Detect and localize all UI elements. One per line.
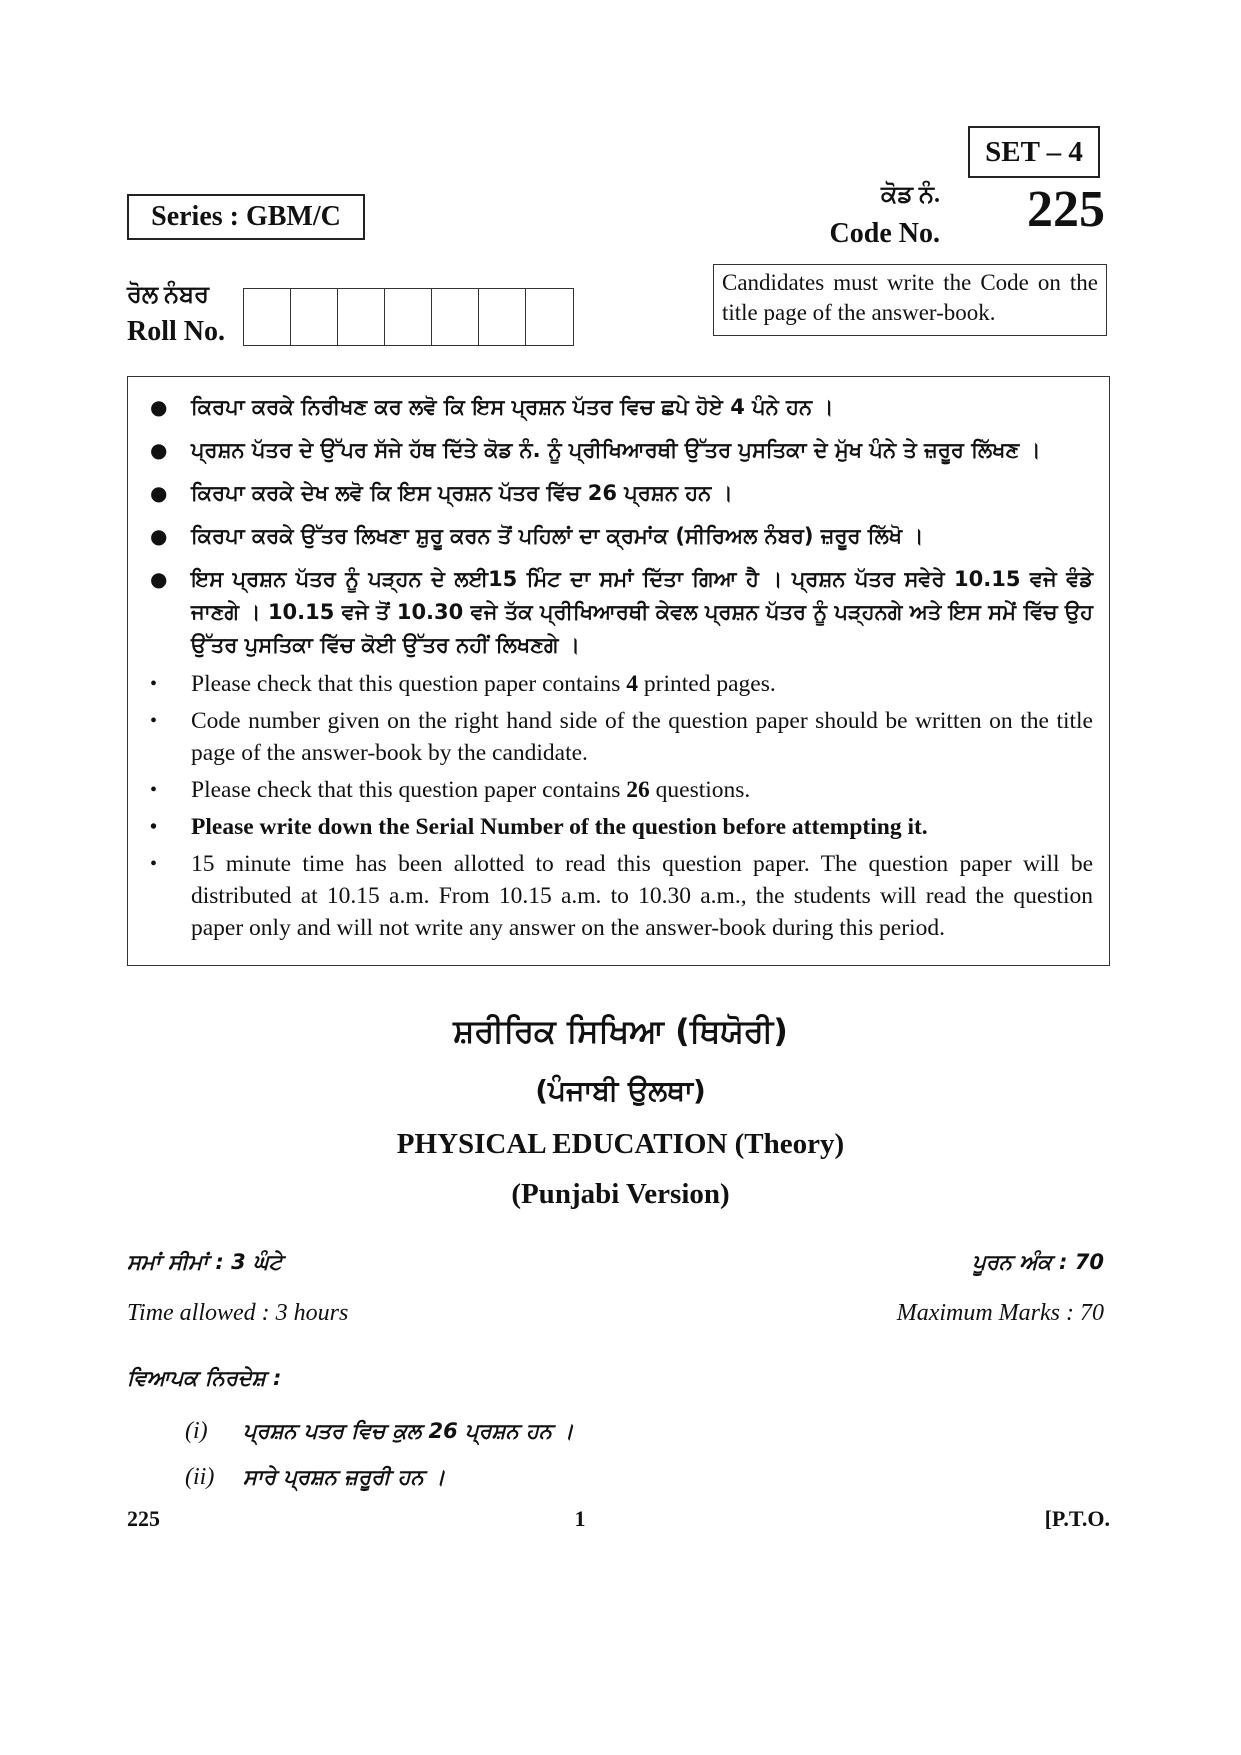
subject-title-punjabi: ਸ਼ਰੀਰਿਕ ਸਿਖਿਆ (ਥਿਯੋਰੀ) (453, 1012, 788, 1050)
version-title-punjabi: (ਪੰਜਾਬੀ ਉਲਥਾ) (535, 1074, 706, 1107)
roll-number-grid[interactable] (243, 288, 574, 346)
code-label-english: Code No. (829, 218, 940, 249)
roll-digit-cell[interactable] (244, 289, 291, 345)
roll-digit-cell[interactable] (291, 289, 338, 345)
instruction-english: • Please write down the Serial Number of the question before attempting it. (128, 811, 1109, 843)
general-instruction-item (185, 1464, 445, 1491)
instruction-punjabi: ● ਕਿਰਪਾ ਕਰਕੇ ਦੇਖ ਲਵੋ ਕਿ ਇਸ ਪ੍ਰਸ਼ਨ ਪੱਤਰ ਵਿੱਚ 26 ਪ੍ਰਸ਼ਨ ਹਨ । (128, 477, 1109, 510)
subject-title-english: PHYSICAL EDUCATION (Theory) (396, 1128, 845, 1160)
instructions-box (127, 376, 1110, 966)
pto-label: [P.T.O. (1044, 1506, 1110, 1531)
bullet-icon: • (150, 853, 158, 875)
roll-digit-cell[interactable] (526, 289, 573, 345)
time-allowed-punjabi: ਸਮਾਂ ਸੀਮਾਂ : 3 ਘੰਟੇ (127, 1250, 283, 1274)
item-text: ਸਾਰੇ ਪ੍ਰਸ਼ਨ ਜ਼ਰੂਰੀ ਹਨ । (243, 1465, 446, 1489)
instruction-punjabi: ● ਕਿਰਪਾ ਕਰਕੇ ਉੱਤਰ ਲਿਖਣਾ ਸ਼ੁਰੂ ਕਰਨ ਤੋਂ ਪਹਿਲਾਂ ਦਾ ਕ੍ਰਮਾਂਕ (ਸੀਰਿਅਲ ਨੰਬਰ) ਜ਼ਰੂਰ ਲਿੱਖੋ । (128, 520, 1109, 553)
code-number: 225 (1027, 181, 1105, 238)
item-number: (ii) (185, 1464, 215, 1490)
bullet-icon: ● (150, 481, 168, 505)
max-marks-english: Maximum Marks : 70 (896, 1300, 1104, 1326)
general-instructions-heading: ਵਿਆਪਕ ਨਿਰਦੇਸ਼ : (127, 1366, 282, 1390)
bullet-icon: ● (150, 395, 168, 419)
general-instruction-item (185, 1418, 574, 1445)
instruction-punjabi: ● ਪ੍ਰਸ਼ਨ ਪੱਤਰ ਦੇ ਉੱਪਰ ਸੱਜੇ ਹੱਥ ਦਿੱਤੇ ਕੋਡ ਨੰ. ਨੂੰ ਪ੍ਰੀਖਿਆਰਥੀ ਉੱਤਰ ਪੁਸਤਿਕਾ ਦੇ ਮੁੱਖ ਪੰਨੇ ਤੇ ਜ਼ਰੂਰ ਲਿੱਖਣ । (128, 434, 1109, 467)
roll-digit-cell[interactable] (338, 289, 385, 345)
bullet-icon: • (150, 779, 158, 801)
bullet-icon: ● (150, 567, 168, 591)
code-label-punjabi: ਕੋਡ ਨੰ. (881, 182, 940, 208)
version-title-english: (Punjabi Version) (511, 1178, 730, 1210)
item-number: (i) (185, 1418, 208, 1444)
bullet-icon: • (150, 710, 158, 732)
footer-code: 225 (127, 1506, 160, 1531)
candidate-note: Candidates must write the Code on the title page of the answer-book. (713, 264, 1107, 336)
series-label: Series : GBM/C (127, 194, 365, 240)
roll-digit-cell[interactable] (385, 289, 432, 345)
bullet-icon: ● (150, 524, 168, 548)
roll-digit-cell[interactable] (479, 289, 526, 345)
instruction-english: • Please check that this question paper contains 4 printed pages. (128, 668, 1109, 700)
bullet-icon: ● (150, 438, 168, 462)
time-allowed-english: Time allowed : 3 hours (127, 1300, 349, 1326)
item-text: ਪ੍ਰਸ਼ਨ ਪਤਰ ਵਿਚ ਕੁਲ 26 ਪ੍ਰਸ਼ਨ ਹਨ । (243, 1419, 574, 1443)
instruction-punjabi: ● ਕਿਰਪਾ ਕਰਕੇ ਨਿਰੀਖਣ ਕਰ ਲਵੋ ਕਿ ਇਸ ਪ੍ਰਸ਼ਨ ਪੱਤਰ ਵਿਚ ਛਪੇ ਹੋਏ 4 ਪੰਨੇ ਹਨ । (128, 391, 1109, 424)
roll-label-punjabi: ਰੋਲ ਨੰਬਰ (127, 282, 209, 308)
roll-label-english: Roll No. (127, 316, 225, 347)
roll-digit-cell[interactable] (432, 289, 479, 345)
page-number: 1 (574, 1506, 586, 1531)
max-marks-punjabi: ਪੂਰਨ ਅੰਕ : 70 (972, 1250, 1104, 1274)
instructions-list (128, 391, 1109, 949)
set-label: SET – 4 (968, 126, 1100, 178)
instruction-english: • 15 minute time has been allotted to read this question paper. The question paper will be distributed at 10.15 a.m. From 10.15 a.m. to 10.30 a.m., the students will read the question paper only and will not write any answer on the answer-book during this period. (128, 848, 1109, 944)
bullet-icon: • (150, 816, 158, 838)
instruction-punjabi: ● ਇਸ ਪ੍ਰਸ਼ਨ ਪੱਤਰ ਨੂੰ ਪੜ੍ਹਨ ਦੇ ਲਈ15 ਮਿੰਟ ਦਾ ਸਮਾਂ ਦਿੱਤਾ ਗਿਆ ਹੈ । ਪ੍ਰਸ਼ਨ ਪੱਤਰ ਸਵੇਰੇ 10.15 ਵਜੇ ਵੰਡੇ ਜਾਣਗੇ । 10.15 ਵਜੇ ਤੋਂ 10.30 ਵਜੇ ਤੱਕ ਪ੍ਰੀਖਿਆਰਥੀ ਕੇਵਲ ਪ੍ਰਸ਼ਨ ਪੱਤਰ ਨੂੰ ਪੜ੍ਹਨਗੇ ਅਤੇ ਇਸ ਸਮੇਂ ਵਿੱਚ ਉਹ ਉੱਤਰ ਪੁਸਤਿਕਾ ਵਿੱਚ ਕੋਈ ਉੱਤਰ ਨਹੀਂ ਲਿਖਣਗੇ । (128, 563, 1109, 662)
instruction-english: • Code number given on the right hand side of the question paper should be written on the title page of the answer-book by the candidate. (128, 705, 1109, 769)
bullet-icon: • (150, 673, 158, 695)
instruction-english: • Please check that this question paper contains 26 questions. (128, 774, 1109, 806)
